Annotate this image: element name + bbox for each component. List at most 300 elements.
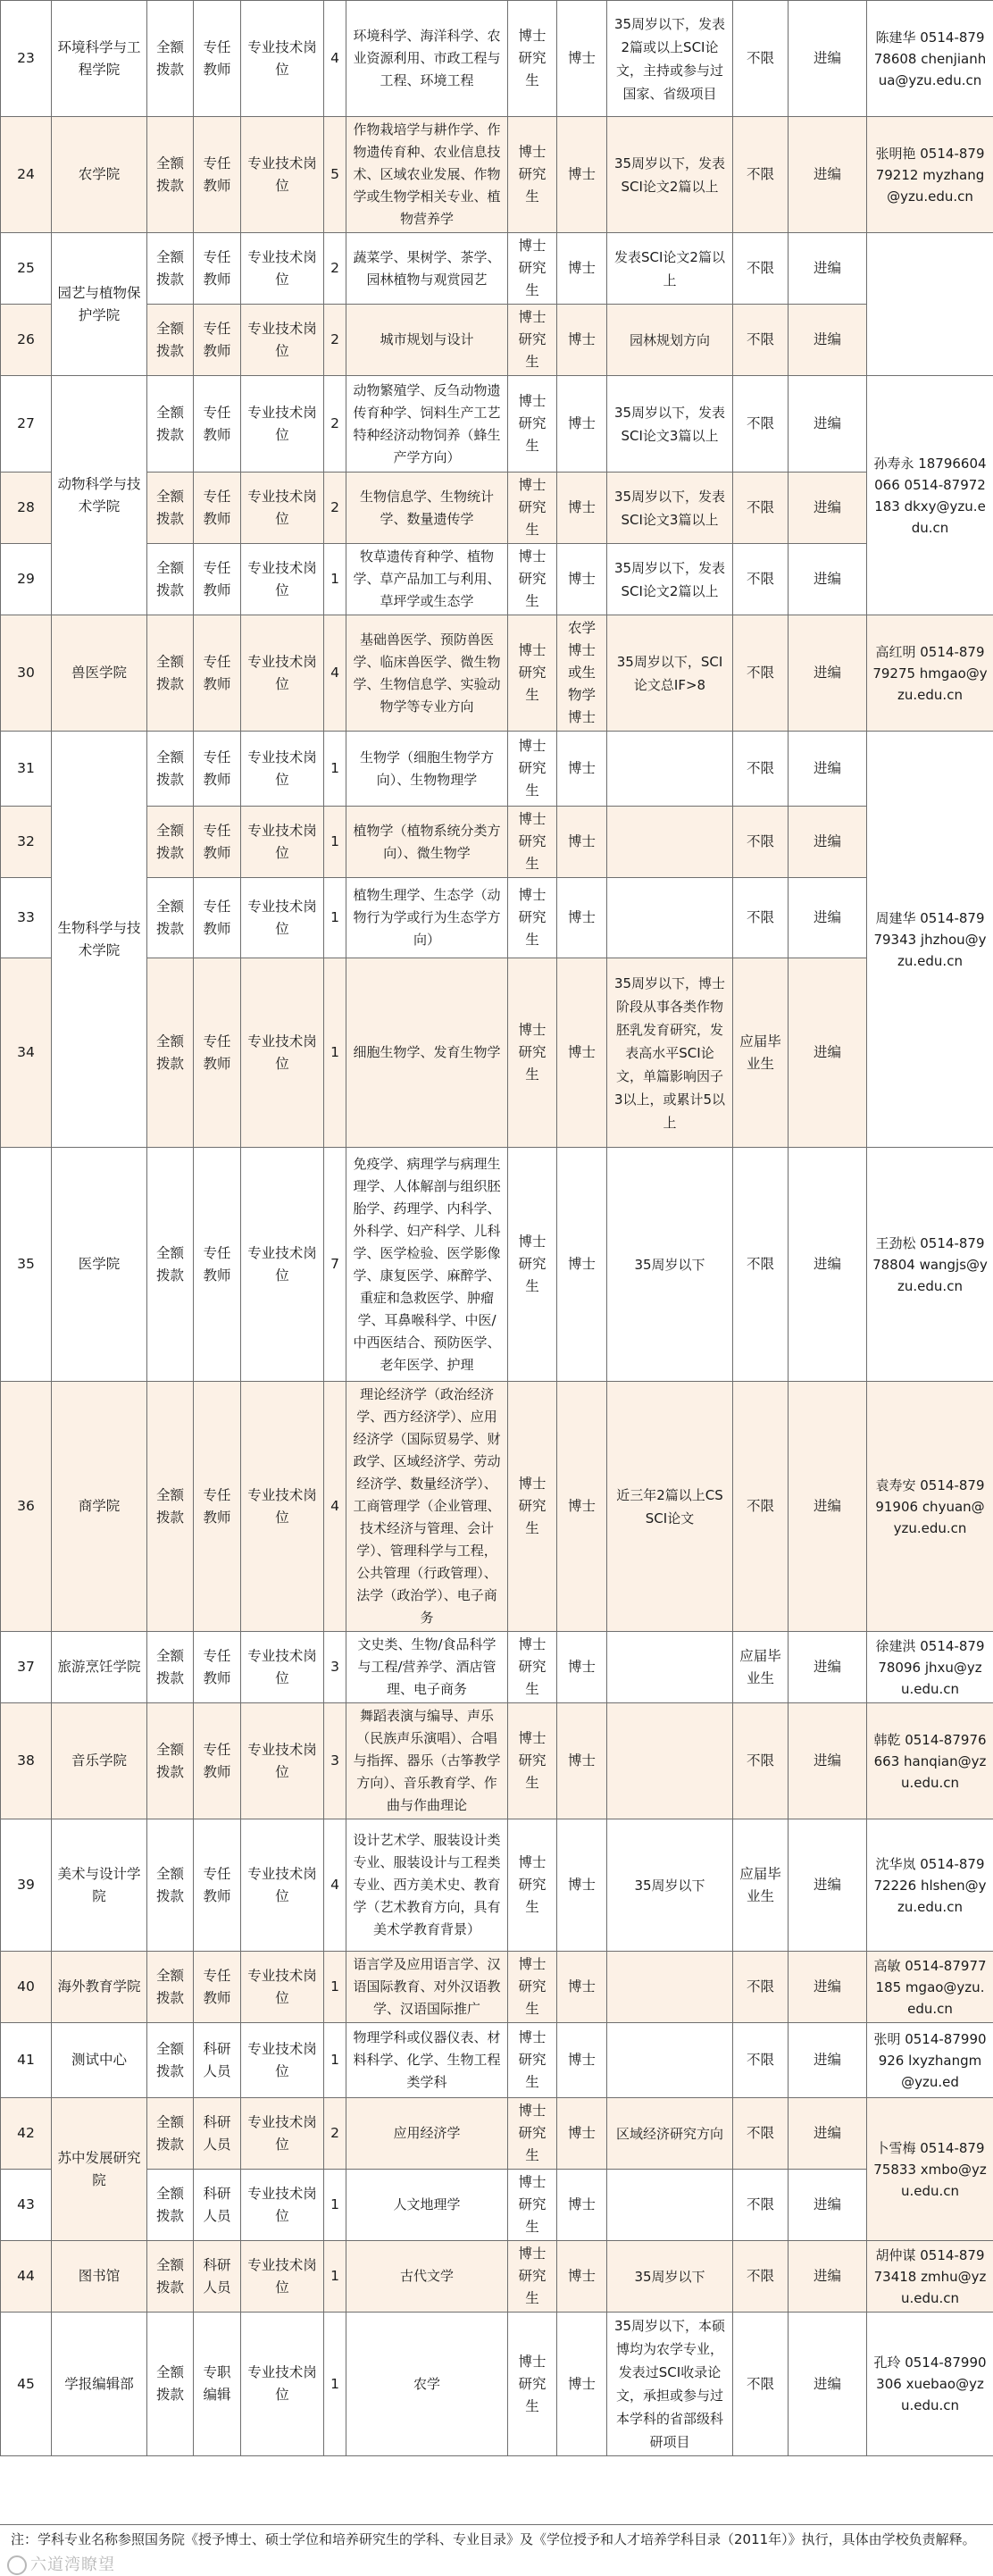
cell-requirements: 35周岁以下，发表SCI论文2篇以上 xyxy=(607,117,733,233)
cell-no: 27 xyxy=(1,376,52,473)
cell-headcount: 1 xyxy=(324,958,346,1148)
cell-employment-form: 进编 xyxy=(789,2098,867,2170)
cell-post: 专业技术岗位 xyxy=(241,807,324,878)
cell-unit: 农学院 xyxy=(52,117,147,233)
cell-graduate-status: 不限 xyxy=(733,376,789,473)
cell-major: 生物信息学、生物统计学、数量遗传学 xyxy=(346,473,508,544)
cell-category: 专任教师 xyxy=(194,473,241,544)
cell-graduate-status: 不限 xyxy=(733,117,789,233)
cell-major: 理论经济学（政治经济学、西方经济学）、应用经济学（国际贸易学、财政学、区域经济学、劳动经济学、数量经济学）、工商管理学（企业管理、技术经济与管理、会计学）、管理科学与工程，公共管理（行政管理）、法学（政治学）、电子商务 xyxy=(346,1382,508,1632)
cell-major: 动物繁殖学、反刍动物遗传育种学、饲料生产工艺特种经济动物饲养（蜂生产学方向） xyxy=(346,376,508,473)
table-row xyxy=(1,878,993,958)
cell-unit: 学报编辑部 xyxy=(52,2313,147,2456)
table-row xyxy=(1,2023,993,2098)
cell-employment-form: 进编 xyxy=(789,1703,867,1819)
cell-contact: 张明艳 0514-87979212 myzhang@yzu.edu.cn xyxy=(867,117,993,233)
cell-funding: 全额拨款 xyxy=(147,1632,194,1703)
cell-degree: 博士 xyxy=(557,473,607,544)
cell-major: 文史类、生物/食品科学与工程/营养学、酒店管理、电子商务 xyxy=(346,1632,508,1703)
cell-employment-form: 进编 xyxy=(789,1,867,117)
cell-education: 博士研究生 xyxy=(508,2023,557,2098)
cell-employment-form: 进编 xyxy=(789,1952,867,2023)
cell-headcount: 2 xyxy=(324,473,346,544)
cell-education: 博士研究生 xyxy=(508,1148,557,1382)
cell-major: 城市规划与设计 xyxy=(346,305,508,376)
cell-funding: 全额拨款 xyxy=(147,807,194,878)
cell-degree: 农学博士或生物学博士 xyxy=(557,615,607,732)
table-row xyxy=(1,473,993,544)
cell-category: 专任教师 xyxy=(194,1952,241,2023)
cell-post: 专业技术岗位 xyxy=(241,233,324,305)
cell-education: 博士研究生 xyxy=(508,544,557,615)
cell-major: 环境科学、海洋科学、农业资源利用、市政工程与工程、环境工程 xyxy=(346,1,508,117)
cell-degree: 博士 xyxy=(557,376,607,473)
table-row xyxy=(1,376,993,473)
cell-unit: 测试中心 xyxy=(52,2023,147,2098)
cell-unit: 兽医学院 xyxy=(52,615,147,732)
cell-graduate-status: 不限 xyxy=(733,544,789,615)
cell-category: 专任教师 xyxy=(194,1819,241,1952)
cell-post: 专业技术岗位 xyxy=(241,2241,324,2313)
cell-funding: 全额拨款 xyxy=(147,958,194,1148)
cell-post: 专业技术岗位 xyxy=(241,1,324,117)
cell-headcount: 2 xyxy=(324,2098,346,2170)
cell-unit: 动物科学与技术学院 xyxy=(52,376,147,615)
cell-graduate-status: 不限 xyxy=(733,2023,789,2098)
cell-major: 植物学（植物系统分类方向）、微生物学 xyxy=(346,807,508,878)
cell-category: 专任教师 xyxy=(194,376,241,473)
cell-headcount: 5 xyxy=(324,117,346,233)
cell-education: 博士研究生 xyxy=(508,807,557,878)
cell-headcount: 1 xyxy=(324,2313,346,2456)
cell-requirements: 发表SCI论文2篇以上 xyxy=(607,233,733,305)
cell-category: 科研人员 xyxy=(194,2023,241,2098)
cell-major: 基础兽医学、预防兽医学、临床兽医学、微生物学、生物信息学、实验动物学等专业方向 xyxy=(346,615,508,732)
cell-no: 29 xyxy=(1,544,52,615)
cell-education: 博士研究生 xyxy=(508,1703,557,1819)
cell-headcount: 3 xyxy=(324,1703,346,1819)
cell-requirements: 35周岁以下 xyxy=(607,1819,733,1952)
cell-funding: 全额拨款 xyxy=(147,2313,194,2456)
cell-degree: 博士 xyxy=(557,807,607,878)
table-row xyxy=(1,1819,993,1952)
cell-category: 科研人员 xyxy=(194,2098,241,2170)
cell-degree: 博士 xyxy=(557,1382,607,1632)
cell-headcount: 1 xyxy=(324,1952,346,2023)
cell-major: 免疫学、病理学与病理生理学、人体解剖与组织胚胎学、药理学、内科学、外科学、妇产科学、儿科学、医学检验、医学影像学、康复医学、麻醉学、重症和急救医学、肿瘤学、耳鼻喉科学、中医/中西医结合、预防医学、老年医学、护理 xyxy=(346,1148,508,1382)
cell-unit: 美术与设计学院 xyxy=(52,1819,147,1952)
cell-funding: 全额拨款 xyxy=(147,1382,194,1632)
cell-category: 专任教师 xyxy=(194,1148,241,1382)
cell-education: 博士研究生 xyxy=(508,878,557,958)
table-row xyxy=(1,2241,993,2313)
cell-graduate-status: 不限 xyxy=(733,732,789,807)
cell-no: 28 xyxy=(1,473,52,544)
cell-funding: 全额拨款 xyxy=(147,305,194,376)
cell-education: 博士研究生 xyxy=(508,2241,557,2313)
cell-requirements: 近三年2篇以上CSSCI论文 xyxy=(607,1382,733,1632)
table-row xyxy=(1,117,993,233)
cell-contact: 袁寿安 0514-87991906 chyuan@yzu.edu.cn xyxy=(867,1382,993,1632)
cell-post: 专业技术岗位 xyxy=(241,376,324,473)
cell-degree: 博士 xyxy=(557,2098,607,2170)
cell-graduate-status: 不限 xyxy=(733,2313,789,2456)
cell-no: 41 xyxy=(1,2023,52,2098)
footnote xyxy=(0,2524,993,2576)
cell-major: 生物学（细胞生物学方向）、生物物理学 xyxy=(346,732,508,807)
cell-contact: 高红明 0514-87979275 hmgao@yzu.edu.cn xyxy=(867,615,993,732)
cell-degree: 博士 xyxy=(557,544,607,615)
cell-unit: 园艺与植物保护学院 xyxy=(52,233,147,376)
cell-category: 专任教师 xyxy=(194,1632,241,1703)
cell-category: 专任教师 xyxy=(194,807,241,878)
cell-requirements: 园林规划方向 xyxy=(607,305,733,376)
cell-employment-form: 进编 xyxy=(789,1632,867,1703)
cell-funding: 全额拨款 xyxy=(147,1,194,117)
cell-headcount: 3 xyxy=(324,1632,346,1703)
cell-no: 44 xyxy=(1,2241,52,2313)
cell-category: 专任教师 xyxy=(194,615,241,732)
cell-no: 38 xyxy=(1,1703,52,1819)
cell-funding: 全额拨款 xyxy=(147,2023,194,2098)
cell-requirements: 35周岁以下，SCI论文总IF>8 xyxy=(607,615,733,732)
cell-post: 专业技术岗位 xyxy=(241,117,324,233)
footnote-text: 注：学科专业名称参照国务院《授予博士、硕士学位和培养研究生的学科、专业目录》及《学位授予和人才培养学科目录（2011年）》执行，具体由学校负责解释。 xyxy=(11,2529,984,2551)
cell-contact: 胡仲谋 0514-87973418 zmhu@yzu.edu.cn xyxy=(867,2241,993,2313)
cell-post: 专业技术岗位 xyxy=(241,1632,324,1703)
cell-degree: 博士 xyxy=(557,305,607,376)
cell-funding: 全额拨款 xyxy=(147,2170,194,2241)
cell-education: 博士研究生 xyxy=(508,2313,557,2456)
cell-contact: 高敏 0514-87977185 mgao@yzu.edu.cn xyxy=(867,1952,993,2023)
table-row xyxy=(1,2098,993,2170)
cell-graduate-status: 不限 xyxy=(733,2241,789,2313)
cell-no: 23 xyxy=(1,1,52,117)
cell-headcount: 4 xyxy=(324,1819,346,1952)
table-row xyxy=(1,233,993,305)
cell-degree: 博士 xyxy=(557,1,607,117)
cell-major: 人文地理学 xyxy=(346,2170,508,2241)
cell-post: 专业技术岗位 xyxy=(241,1382,324,1632)
cell-post: 专业技术岗位 xyxy=(241,732,324,807)
table-row xyxy=(1,2313,993,2456)
table-row xyxy=(1,1703,993,1819)
cell-requirements xyxy=(607,1952,733,2023)
cell-category: 专职编辑 xyxy=(194,2313,241,2456)
cell-degree: 博士 xyxy=(557,2313,607,2456)
cell-employment-form: 进编 xyxy=(789,1382,867,1632)
cell-education: 博士研究生 xyxy=(508,1382,557,1632)
cell-unit: 医学院 xyxy=(52,1148,147,1382)
cell-funding: 全额拨款 xyxy=(147,1952,194,2023)
cell-funding: 全额拨款 xyxy=(147,544,194,615)
cell-graduate-status: 不限 xyxy=(733,1703,789,1819)
cell-employment-form: 进编 xyxy=(789,233,867,305)
cell-major: 物理学科或仪器仪表、材料科学、化学、生物工程类学科 xyxy=(346,2023,508,2098)
cell-category: 专任教师 xyxy=(194,233,241,305)
cell-degree: 博士 xyxy=(557,878,607,958)
cell-post: 专业技术岗位 xyxy=(241,1148,324,1382)
cell-headcount: 1 xyxy=(324,2241,346,2313)
table-row xyxy=(1,1952,993,2023)
cell-contact: 王劲松 0514-87978804 wangjs@yzu.edu.cn xyxy=(867,1148,993,1382)
cell-post: 专业技术岗位 xyxy=(241,2313,324,2456)
cell-requirements: 35周岁以下，发表SCI论文3篇以上 xyxy=(607,473,733,544)
cell-degree: 博士 xyxy=(557,1703,607,1819)
watermark-text: 六道湾瞭望 xyxy=(30,2555,115,2574)
cell-employment-form: 进编 xyxy=(789,732,867,807)
cell-no: 26 xyxy=(1,305,52,376)
cell-contact: 陈建华 0514-87978608 chenjianhua@yzu.edu.cn xyxy=(867,1,993,117)
cell-education: 博士研究生 xyxy=(508,615,557,732)
cell-requirements: 35周岁以下，发表SCI论文2篇以上 xyxy=(607,544,733,615)
cell-post: 专业技术岗位 xyxy=(241,958,324,1148)
cell-employment-form: 进编 xyxy=(789,544,867,615)
watermark xyxy=(7,2552,115,2575)
cell-no: 24 xyxy=(1,117,52,233)
cell-no: 45 xyxy=(1,2313,52,2456)
cell-category: 专任教师 xyxy=(194,1703,241,1819)
cell-employment-form: 进编 xyxy=(789,376,867,473)
table-body xyxy=(1,1,993,2456)
cell-no: 36 xyxy=(1,1382,52,1632)
cell-funding: 全额拨款 xyxy=(147,1819,194,1952)
cell-post: 专业技术岗位 xyxy=(241,1819,324,1952)
cell-graduate-status: 不限 xyxy=(733,1,789,117)
cell-category: 专任教师 xyxy=(194,878,241,958)
cell-funding: 全额拨款 xyxy=(147,2098,194,2170)
cell-employment-form: 进编 xyxy=(789,878,867,958)
table-row xyxy=(1,732,993,807)
cell-graduate-status: 不限 xyxy=(733,1148,789,1382)
cell-education: 博士研究生 xyxy=(508,376,557,473)
cell-requirements: 35周岁以下，本硕博均为农学专业，发表过SCI收录论文，承担或参与过本学科的省部级科研项目 xyxy=(607,2313,733,2456)
cell-headcount: 1 xyxy=(324,732,346,807)
cell-post: 专业技术岗位 xyxy=(241,1952,324,2023)
cell-unit: 环境科学与工程学院 xyxy=(52,1,147,117)
cell-post: 专业技术岗位 xyxy=(241,544,324,615)
cell-employment-form: 进编 xyxy=(789,2170,867,2241)
cell-degree: 博士 xyxy=(557,1952,607,2023)
cell-contact: 卜雪梅 0514-87975833 xmbo@yzu.edu.cn xyxy=(867,2098,993,2241)
cell-headcount: 1 xyxy=(324,807,346,878)
cell-requirements xyxy=(607,2023,733,2098)
cell-graduate-status: 不限 xyxy=(733,2098,789,2170)
cell-requirements: 35周岁以下，博士阶段从事各类作物胚乳发育研究，发表高水平SCI论文，单篇影响因子3以上，或累计5以上 xyxy=(607,958,733,1148)
cell-funding: 全额拨款 xyxy=(147,615,194,732)
cell-category: 专任教师 xyxy=(194,544,241,615)
cell-funding: 全额拨款 xyxy=(147,376,194,473)
cell-headcount: 2 xyxy=(324,305,346,376)
cell-employment-form: 进编 xyxy=(789,2313,867,2456)
cell-contact: 周建华 0514-87979343 jhzhou@yzu.edu.cn xyxy=(867,732,993,1148)
cell-no: 42 xyxy=(1,2098,52,2170)
cell-requirements: 35周岁以下 xyxy=(607,2241,733,2313)
cell-category: 科研人员 xyxy=(194,2241,241,2313)
cell-requirements: 35周岁以下 xyxy=(607,1148,733,1382)
cell-education: 博士研究生 xyxy=(508,1,557,117)
cell-unit: 海外教育学院 xyxy=(52,1952,147,2023)
cell-employment-form: 进编 xyxy=(789,117,867,233)
cell-major: 牧草遗传育种学、植物学、草产品加工与利用、草坪学或生态学 xyxy=(346,544,508,615)
cell-unit: 商学院 xyxy=(52,1382,147,1632)
cell-unit: 旅游烹饪学院 xyxy=(52,1632,147,1703)
cell-no: 40 xyxy=(1,1952,52,2023)
cell-headcount: 2 xyxy=(324,376,346,473)
watermark-logo-icon xyxy=(7,2555,27,2575)
cell-employment-form: 进编 xyxy=(789,305,867,376)
cell-unit: 苏中发展研究院 xyxy=(52,2098,147,2241)
cell-major: 蔬菜学、果树学、茶学、园林植物与观赏园艺 xyxy=(346,233,508,305)
cell-employment-form: 进编 xyxy=(789,473,867,544)
cell-headcount: 7 xyxy=(324,1148,346,1382)
cell-no: 34 xyxy=(1,958,52,1148)
cell-degree: 博士 xyxy=(557,2170,607,2241)
cell-no: 31 xyxy=(1,732,52,807)
cell-contact: 孔玲 0514-87990306 xuebao@yzu.edu.cn xyxy=(867,2313,993,2456)
cell-degree: 博士 xyxy=(557,1819,607,1952)
cell-contact: 沈华岚 0514-87972226 hlshen@yzu.edu.cn xyxy=(867,1819,993,1952)
cell-education: 博士研究生 xyxy=(508,117,557,233)
cell-graduate-status: 应届毕业生 xyxy=(733,1632,789,1703)
cell-headcount: 4 xyxy=(324,615,346,732)
cell-graduate-status: 不限 xyxy=(733,2170,789,2241)
cell-employment-form: 进编 xyxy=(789,615,867,732)
cell-no: 32 xyxy=(1,807,52,878)
cell-requirements xyxy=(607,732,733,807)
cell-post: 专业技术岗位 xyxy=(241,615,324,732)
cell-graduate-status: 不限 xyxy=(733,878,789,958)
cell-requirements xyxy=(607,1632,733,1703)
cell-employment-form: 进编 xyxy=(789,807,867,878)
cell-contact: 张明 0514-87990926 lxyzhangm@yzu.ed xyxy=(867,2023,993,2098)
table-row xyxy=(1,807,993,878)
cell-funding: 全额拨款 xyxy=(147,117,194,233)
cell-graduate-status: 不限 xyxy=(733,1952,789,2023)
cell-degree: 博士 xyxy=(557,117,607,233)
cell-graduate-status: 不限 xyxy=(733,305,789,376)
cell-degree: 博士 xyxy=(557,958,607,1148)
cell-employment-form: 进编 xyxy=(789,1148,867,1382)
cell-requirements xyxy=(607,807,733,878)
cell-employment-form: 进编 xyxy=(789,1819,867,1952)
cell-funding: 全额拨款 xyxy=(147,2241,194,2313)
cell-major: 农学 xyxy=(346,2313,508,2456)
cell-category: 专任教师 xyxy=(194,1382,241,1632)
cell-degree: 博士 xyxy=(557,732,607,807)
cell-education: 博士研究生 xyxy=(508,233,557,305)
cell-funding: 全额拨款 xyxy=(147,878,194,958)
cell-requirements: 35周岁以下，发表SCI论文3篇以上 xyxy=(607,376,733,473)
cell-no: 25 xyxy=(1,233,52,305)
table-row xyxy=(1,615,993,732)
cell-education: 博士研究生 xyxy=(508,305,557,376)
cell-degree: 博士 xyxy=(557,2023,607,2098)
cell-no: 35 xyxy=(1,1148,52,1382)
cell-contact xyxy=(867,233,993,376)
cell-funding: 全额拨款 xyxy=(147,732,194,807)
cell-degree: 博士 xyxy=(557,2241,607,2313)
cell-requirements: 区域经济研究方向 xyxy=(607,2098,733,2170)
cell-post: 专业技术岗位 xyxy=(241,2023,324,2098)
cell-graduate-status: 不限 xyxy=(733,615,789,732)
table-row xyxy=(1,1,993,117)
table-row xyxy=(1,1632,993,1703)
cell-major: 古代文学 xyxy=(346,2241,508,2313)
cell-education: 博士研究生 xyxy=(508,2170,557,2241)
cell-no: 39 xyxy=(1,1819,52,1952)
cell-post: 专业技术岗位 xyxy=(241,473,324,544)
cell-degree: 博士 xyxy=(557,233,607,305)
cell-post: 专业技术岗位 xyxy=(241,2098,324,2170)
cell-requirements: 35周岁以下，发表2篇或以上SCI论文，主持或参与过国家、省级项目 xyxy=(607,1,733,117)
cell-headcount: 2 xyxy=(324,233,346,305)
cell-post: 专业技术岗位 xyxy=(241,1703,324,1819)
cell-education: 博士研究生 xyxy=(508,1632,557,1703)
cell-major: 语言学及应用语言学、汉语国际教育、对外汉语教学、汉语国际推广 xyxy=(346,1952,508,2023)
cell-major: 植物生理学、生态学（动物行为学或行为生态学方向） xyxy=(346,878,508,958)
cell-headcount: 1 xyxy=(324,878,346,958)
cell-major: 应用经济学 xyxy=(346,2098,508,2170)
cell-headcount: 1 xyxy=(324,2170,346,2241)
cell-post: 专业技术岗位 xyxy=(241,878,324,958)
cell-requirements xyxy=(607,1703,733,1819)
cell-employment-form: 进编 xyxy=(789,2241,867,2313)
cell-graduate-status: 应届毕业生 xyxy=(733,958,789,1148)
cell-category: 专任教师 xyxy=(194,732,241,807)
cell-post: 专业技术岗位 xyxy=(241,2170,324,2241)
cell-headcount: 1 xyxy=(324,2023,346,2098)
cell-post: 专业技术岗位 xyxy=(241,305,324,376)
cell-no: 43 xyxy=(1,2170,52,2241)
table-row xyxy=(1,2170,993,2241)
cell-contact: 徐建洪 0514-87978096 jhxu@yzu.edu.cn xyxy=(867,1632,993,1703)
cell-graduate-status: 不限 xyxy=(733,807,789,878)
cell-major: 舞蹈表演与编导、声乐（民族声乐演唱）、合唱与指挥、器乐（古筝教学方向）、音乐教育学、作曲与作曲理论 xyxy=(346,1703,508,1819)
cell-contact: 韩乾 0514-87976663 hanqian@yzu.edu.cn xyxy=(867,1703,993,1819)
cell-education: 博士研究生 xyxy=(508,958,557,1148)
cell-headcount: 1 xyxy=(324,544,346,615)
cell-headcount: 4 xyxy=(324,1,346,117)
cell-headcount: 4 xyxy=(324,1382,346,1632)
cell-education: 博士研究生 xyxy=(508,1819,557,1952)
table-row xyxy=(1,1148,993,1382)
cell-funding: 全额拨款 xyxy=(147,1703,194,1819)
cell-no: 30 xyxy=(1,615,52,732)
cell-category: 专任教师 xyxy=(194,305,241,376)
table-row xyxy=(1,305,993,376)
cell-major: 细胞生物学、发育生物学 xyxy=(346,958,508,1148)
cell-category: 专任教师 xyxy=(194,958,241,1148)
cell-graduate-status: 不限 xyxy=(733,1382,789,1632)
cell-funding: 全额拨款 xyxy=(147,473,194,544)
cell-degree: 博士 xyxy=(557,1632,607,1703)
cell-funding: 全额拨款 xyxy=(147,233,194,305)
cell-unit: 音乐学院 xyxy=(52,1703,147,1819)
cell-employment-form: 进编 xyxy=(789,958,867,1148)
cell-category: 专任教师 xyxy=(194,1,241,117)
cell-education: 博士研究生 xyxy=(508,1952,557,2023)
cell-no: 33 xyxy=(1,878,52,958)
cell-education: 博士研究生 xyxy=(508,2098,557,2170)
cell-funding: 全额拨款 xyxy=(147,1148,194,1382)
cell-employment-form: 进编 xyxy=(789,2023,867,2098)
cell-requirements xyxy=(607,878,733,958)
cell-no: 37 xyxy=(1,1632,52,1703)
table-row xyxy=(1,544,993,615)
cell-unit: 生物科学与技术学院 xyxy=(52,732,147,1148)
cell-contact: 孙寿永 18796604066 0514-87972183 dkxy@yzu.edu.cn xyxy=(867,376,993,615)
